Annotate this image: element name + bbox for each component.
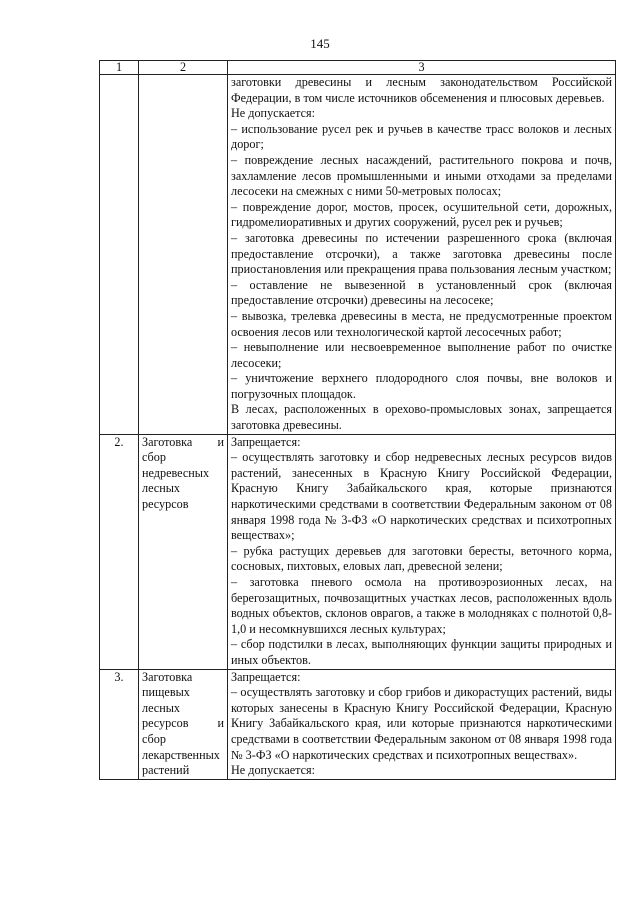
requirement-paragraph: – вывозка, трелевка древесины в места, не предусмотренные проектом освоения лесов или технологической картой лесосечных работ; (231, 308, 612, 339)
requirements-cell (228, 75, 616, 435)
requirement-paragraph: – повреждение дорог, мостов, просек, осушительной сети, дорожных, гидромелиоративных и других сооружений, русел рек и ручьев; (231, 199, 612, 230)
activity-type: Заготовка и сбор недревесных лесных ресурсов (139, 434, 228, 669)
table-row (100, 75, 616, 435)
requirement-paragraph: заготовки древесины и лесным законодательством Российской Федерации, в том числе источников обсеменения и плюсовых деревьев. (231, 75, 612, 105)
page-number: 145 (310, 36, 330, 51)
requirement-paragraph: – сбор подстилки в лесах, выполняющих функции защиты природных и иных объектов. (231, 637, 612, 667)
activity-type: Заготовка пищевых лесных ресурсов и сбор лекарственных растений (139, 669, 228, 779)
column-header-2: 2 (139, 61, 228, 75)
requirement-paragraph: – уничтожение верхнего плодородного слоя почвы, вне волоков и погрузочных площадок. (231, 371, 612, 401)
column-header-3: 3 (228, 61, 616, 75)
requirements-cell (228, 434, 616, 669)
row-number: 2. (100, 434, 139, 669)
row-number: 3. (100, 669, 139, 779)
requirement-paragraph: – заготовка древесины по истечении разрешенного срока (включая предоставление отсрочки), а также заготовка древесины после приостановления или прекращения права пользования лесным участком; (231, 230, 612, 277)
requirement-paragraph: – рубка растущих деревьев для заготовки бересты, веточного корма, сосновых, пихтовых, еловых лап, древесной зелени; (231, 543, 612, 574)
requirement-paragraph: – осуществлять заготовку и сбор грибов и дикорастущих растений, виды которых занесены в Красную Книгу Российской Федерации, Красную Книгу Забайкальского края, или которые признаются наркотическими средствами в соответствии Федеральным законом от 08 января 1998 года № 3-ФЗ «О наркотических средствах и психотропных веществах». (231, 685, 612, 762)
table-header-row (100, 61, 616, 75)
requirement-paragraph: В лесах, расположенных в орехово-промысловых зонах, запрещается заготовка древесины. (231, 402, 612, 433)
requirement-paragraph: – использование русел рек и ручьев в качестве трасс волоков и лесных дорог; (231, 121, 612, 152)
requirements-cell (228, 669, 616, 779)
requirement-paragraph: – невыполнение или несвоевременное выполнение работ по очистке лесосеки; (231, 340, 612, 370)
requirement-paragraph: – заготовка пневого осмола на противоэрозионных лесах, на берегозащитных, почвозащитных участках лесов, расположенных вдоль водных объектов, склонов оврагов, а также в молодняках с полнотой 0,8-1,0 и несомкнувшихся лесных культурах; (231, 575, 612, 636)
table-row (100, 669, 616, 779)
requirement-paragraph: Не допускается: (231, 763, 316, 778)
regulation-table (99, 60, 616, 780)
requirement-paragraph: – повреждение лесных насаждений, растительного покрова и почв, захламление лесов промышленными и иными отходами за пределами лесосеки на смежных с ними 50-метровых полосах; (231, 152, 612, 199)
table-row (100, 434, 616, 669)
requirement-paragraph: – осуществлять заготовку и сбор недревесных лесных ресурсов видов растений, занесенных в Красную Книгу Российской Федерации, Красную Книгу Забайкальского края, которые признаются наркотическими средствами в соответствии Федеральным законом от 08 января 1998 года № 3-ФЗ «О наркотических средствах и психотропных веществах»; (231, 450, 612, 543)
requirement-paragraph: Запрещается: (231, 669, 301, 684)
requirement-paragraph: Не допускается: (231, 106, 316, 121)
activity-type (139, 75, 228, 435)
row-number (100, 75, 139, 435)
column-header-1: 1 (100, 61, 139, 75)
requirement-paragraph: Запрещается: (231, 434, 301, 449)
requirement-paragraph: – оставление не вывезенной в установленный срок (включая предоставление отсрочки) древесины на лесосеке; (231, 277, 612, 308)
